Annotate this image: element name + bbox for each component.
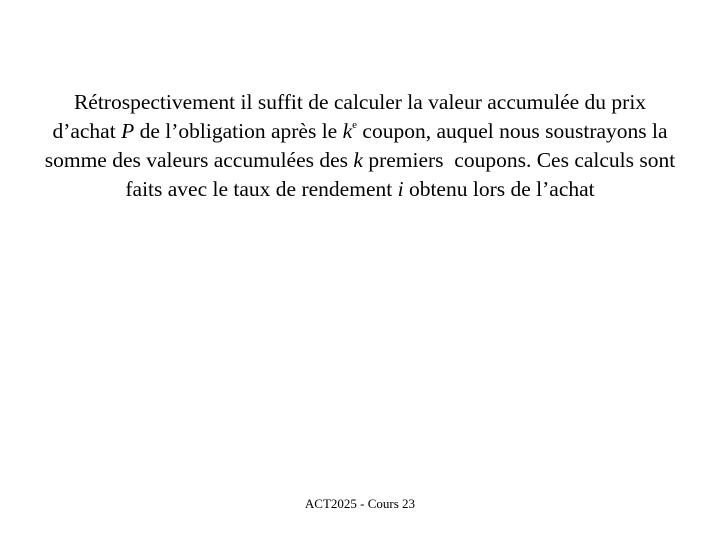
footer-text: ACT2025 - Cours 23 [304,496,416,511]
variable-k: k [342,119,353,143]
text-run: de l’obligation après le [134,119,343,143]
variable-p: P [121,119,135,143]
body-paragraph [40,88,680,204]
ordinal-superscript: e [352,118,358,131]
text-run: coupon, auquel nous soustrayons la somme des valeurs accumulées des [44,119,673,172]
text-run: obtenu lors de l’achat [403,177,595,201]
variable-k: k [353,148,363,172]
text-run: premiers coupons. Ces calculs sont faits avec le taux de rendement [125,148,681,201]
text-run: Rétrospectivement il suffit de calculer la valeur accumulée du prix d’achat [52,90,652,143]
variable-i: i [397,177,404,201]
